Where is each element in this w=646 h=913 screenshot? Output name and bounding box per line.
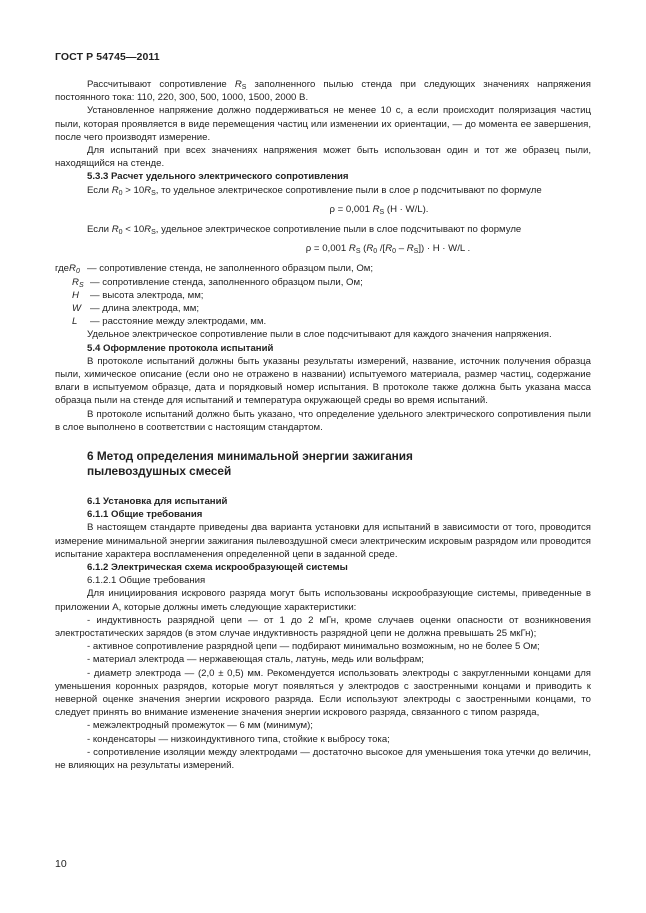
subscript: S <box>78 281 84 289</box>
definition-row <box>55 276 591 289</box>
subscript: S <box>413 248 419 256</box>
list-item: - индуктивность разрядной цепи — от 1 до 2 мГн, кроме случаев оценки опасности от возникновения электростатических зарядов (в этом случае индуктивность разрядной цепи не должна превышать 25 мкГн); <box>55 614 591 639</box>
symbol-r: R <box>144 184 152 196</box>
text-run: Рассчитывают сопротивление <box>87 79 235 90</box>
definition-text: — высота электрода, мм; <box>90 289 204 301</box>
definition-text: — расстояние между электродами, мм. <box>90 316 267 328</box>
definition-symbol <box>72 276 90 289</box>
symbol-r: R <box>372 203 380 215</box>
text-run: ]) · H · W/L . <box>418 243 471 255</box>
section-title-line: 6 Метод определения минимальной энергии зажигания <box>87 449 413 464</box>
subscript: 0 <box>392 248 397 256</box>
subscript: S <box>151 229 156 237</box>
text-run: ρ = 0,001 <box>305 243 349 255</box>
section-6-title <box>87 449 591 480</box>
list-item: - диаметр электрода — (2,0 ± 0,5) мм. Рекомендуется использовать электроды с закругленными концами для уменьшения коронных разрядов, которые могут появляться у электродов с заостренными концами и приводить к неверной оценке значения энергии искрового разряда. Если используют электроды с заостренными концами, то следует принять во внимание изменение значения энергии искрового разряда, связанного с типом разряда, <box>55 667 591 719</box>
symbol-r: R <box>366 243 374 255</box>
definition-symbol <box>72 302 90 315</box>
text-run: > 10 <box>122 184 145 196</box>
definition-symbol <box>72 315 90 328</box>
list-item: - материал электрода — нержавеющая сталь, латунь, медь или вольфрам; <box>87 654 424 666</box>
subscript: 0 <box>118 189 123 197</box>
symbol-r: R <box>406 243 414 255</box>
definition-row <box>55 289 591 302</box>
symbol-letter: H <box>72 289 79 301</box>
paragraph-resistance-measure <box>55 78 591 104</box>
list-item: - сопротивление изоляции между электродами — достаточно высокое для уменьшения тока утечки до величин, не влияющих на результаты измерений. <box>55 746 591 771</box>
paragraph-voltage-hold: Установленное напряжение должно поддерживаться не менее 10 с, а если происходит поляризация частиц пыли, которая проявляется в виде перемещения частиц или изменении их ориентации, — до момента ее завершения, после чего производят измерение. <box>55 105 591 143</box>
symbol-letter: R <box>72 276 79 288</box>
page-content <box>55 78 591 772</box>
paragraph-protocol-compliance: В протоколе испытаний должно быть указано, что определение удельного электрического сопротивления пыли в слое выполнено в соответствии с настоящим стандартом. <box>55 408 591 433</box>
text-run: (H · W/L). <box>384 203 429 215</box>
list-item: - конденсаторы — низкоиндуктивного типа, стойкие к выбросу тока; <box>87 733 390 745</box>
paragraph-spark-systems: Для инициирования искрового разряда могут быть использованы искрообразующие системы, приведенные в приложении А, которые должны иметь следующие характеристики: <box>55 588 591 613</box>
symbol-r: R <box>111 224 119 236</box>
section-title-line: пылевоздушных смесей <box>87 464 232 479</box>
heading-6-1: 6.1 Установка для испытаний <box>87 495 228 507</box>
symbol-letter: R <box>69 263 76 275</box>
text-run: Если <box>87 224 112 236</box>
heading-6-1-2-1: 6.1.2.1 Общие требования <box>87 575 206 587</box>
text-run: < 10 <box>122 224 145 236</box>
text-run: /[ <box>377 243 386 255</box>
subscript: S <box>151 189 156 197</box>
page-header-standard: ГОСТ Р 54745—2011 <box>55 51 160 63</box>
subscript: 0 <box>118 229 123 237</box>
symbol-r: R <box>234 79 242 90</box>
definition-lead: где <box>55 263 70 275</box>
paragraph-protocol-contents: В протоколе испытаний должны быть указаны результаты измерений, название, источник получения образца пыли, химическое описание (если оно не отражено в названии) испытуемого материала, размер частиц, содержание влаги в испытуемом образце, дата и порядковый номер испытания. В протоколе также должна быть указана масса образца пыли на стенде для испытаний и температура окружающей среды во время испытаний. <box>55 355 591 407</box>
subscript: S <box>355 248 361 256</box>
definition-text: — сопротивление стенда, заполненного образцом пыли, Ом; <box>90 276 363 288</box>
paragraph-same-sample: Для испытаний при всех значениях напряжения может быть использован один и тот же образец пыли, находящийся на стенде. <box>55 145 591 170</box>
heading-5-4: 5.4 Оформление протокола испытаний <box>87 342 274 354</box>
definition-row <box>55 315 591 328</box>
formula-2 <box>55 242 591 255</box>
definition-text: — длина электрода, мм; <box>90 303 200 315</box>
symbol-letter: L <box>72 316 78 328</box>
text-run: ρ = 0,001 <box>329 203 373 215</box>
subscript: 0 <box>373 248 378 256</box>
symbol-letter: W <box>72 303 82 315</box>
paragraph-setup-variants: В настоящем стандарте приведены два варианта установки для испытаний в зависимости от того, проводится измерение минимальной энергии зажигания пылевоздушной смеси электрическим искровым разрядом или проводится испытание характера воспламенения определенной цепи в заданной среде. <box>55 522 591 560</box>
definition-text: — сопротивление стенда, не заполненного образцом пыли, Ом; <box>87 263 374 275</box>
text-run: заполненного пылью стенда при следующих значениях напряжения постоянного тока: 110, 220, 300, 500, 1000, 1500, 2000 В. <box>55 79 591 104</box>
paragraph-resistivity-each-voltage: Удельное электрическое сопротивление пыли в слое подсчитывают для каждого значения напряжения. <box>87 329 552 341</box>
definition-row <box>55 302 591 315</box>
list-item: - активное сопротивление разрядной цепи — подбирают минимально возможным, но не более 5 Ом; <box>87 641 540 653</box>
definition-symbol <box>69 262 87 275</box>
subscript: 0 <box>75 268 80 276</box>
heading-6-1-1: 6.1.1 Общие требования <box>87 509 203 521</box>
list-item: - межэлектродный промежуток — 6 мм (минимум); <box>87 720 313 732</box>
paragraph-condition-1 <box>55 184 591 197</box>
heading-6-1-2: 6.1.2 Электрическая схема искрообразующей системы <box>87 561 348 573</box>
subscript: S <box>241 84 247 91</box>
symbol-r: R <box>111 184 119 196</box>
text-run: – <box>396 243 407 255</box>
paragraph-condition-2 <box>55 223 591 236</box>
heading-5-3-3: 5.3.3 Расчет удельного электрического сопротивления <box>87 171 349 183</box>
symbol-r: R <box>348 243 356 255</box>
subscript: S <box>379 208 385 216</box>
page-number: 10 <box>55 858 67 870</box>
symbol-r: R <box>385 243 393 255</box>
definition-symbol <box>72 289 90 302</box>
text-run: ( <box>360 243 367 255</box>
text-run: Если <box>87 184 112 196</box>
formula-1 <box>55 203 591 216</box>
definition-row <box>55 262 591 275</box>
text-run: , то удельное электрическое сопротивление пыли в слое ρ подсчитывают по формуле <box>155 184 542 196</box>
text-run: , удельное электрическое сопротивление пыли в слое подсчитывают по формуле <box>155 224 522 236</box>
symbol-definitions <box>55 262 591 328</box>
symbol-r: R <box>144 224 152 236</box>
